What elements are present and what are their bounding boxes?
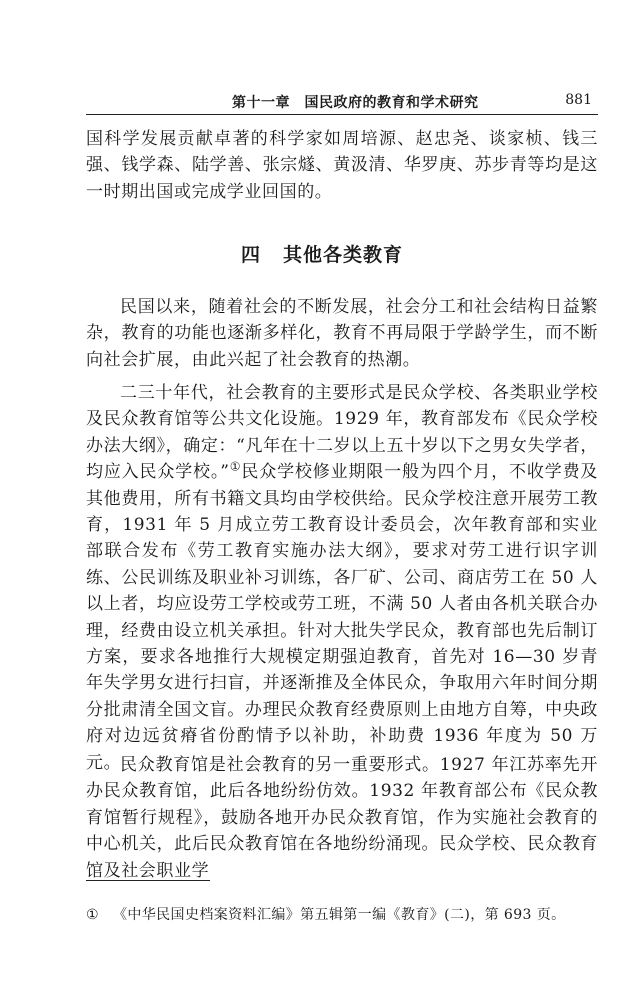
paragraph-education-halls: 民众教育馆是社会教育的另一重要形式。1927 年江苏率先开办民众教育馆，此后各地纷纷仿效。1932 年教育部公布《民众教育馆暂行规程》，鼓励各地开办民众教育馆，作为实施社会教育的中心机关，此后民众教育馆在各地纷纷涌现。民众学校、民众教育馆及社会职业学 [86, 755, 598, 881]
paragraph-intro: 民国以来，随着社会的不断发展，社会分工和社会结构日益繁杂，教育的功能也逐渐多样化，教育不再局限于学龄学生，而不断向社会扩展，由此兴起了社会教育的热潮。 [86, 297, 598, 370]
footnote [86, 904, 598, 924]
section-title: 其他各类教育 [283, 244, 404, 266]
footnote-reference[interactable]: ① [229, 459, 242, 474]
page-number: 881 [565, 92, 592, 108]
paragraph-mass-schools [86, 380, 598, 776]
chapter-title: 第十一章 国民政府的教育和学术研究 [232, 95, 479, 111]
section-heading [0, 240, 644, 267]
footnote-divider [86, 880, 210, 881]
footnote-mark: ① [86, 907, 99, 923]
paragraph-continued: 国科学发展贡献卓著的科学家如周培源、赵忠尧、谈家桢、钱三强、钱学森、陆学善、张宗燧、黄汲清、华罗庚、苏步青等均是这一时期出国或完成学业回国的。 [86, 129, 598, 202]
footnote-text: 《中华民国史档案资料汇编》第五辑第一编《教育》(二)，第 693 页。 [112, 907, 566, 923]
paragraph-mass-schools-part1: 二三十年代，社会教育的主要形式是民众学校、各类职业学校及民众教育馆等公共文化设施。1929 年，教育部发布《民众学校办法大纲》，确定：“凡年在十二岁以上五十岁以下之男女失学者，均应入民众学校。” [86, 383, 598, 483]
running-header [86, 90, 598, 115]
section-number: 四 [240, 244, 261, 266]
paragraph-mass-schools-part2: 民众学校修业期限一般为四个月，不收学费及其他费用，所有书籍文具均由学校供给。民众学校注意开展劳工教育，1931 年 5 月成立劳工教育设计委员会，次年教育部和实业部联合发布《劳工教育实施办法大纲》，要求对劳工进行识字训练、公民训练及职业补习训练，各厂矿、公司、商店劳工在 50 人以上者，均应设劳工学校或劳工班，不满 50 人者由各机关联合办理，经费由设立机关承担。针对大批失学民众，教育部也先后制订方案，要求各地推行大规模定期强迫教育，首先对 16—30 岁青年失学男女进行扫盲，并逐渐推及全体民众，争取用六年时间分期分批肃清全国文盲。办理民众教育经费原则上由地方自筹，中央政府对边远贫瘠省份酌情予以补助，补助费 1936 年度为 50 万元。 [86, 462, 599, 773]
